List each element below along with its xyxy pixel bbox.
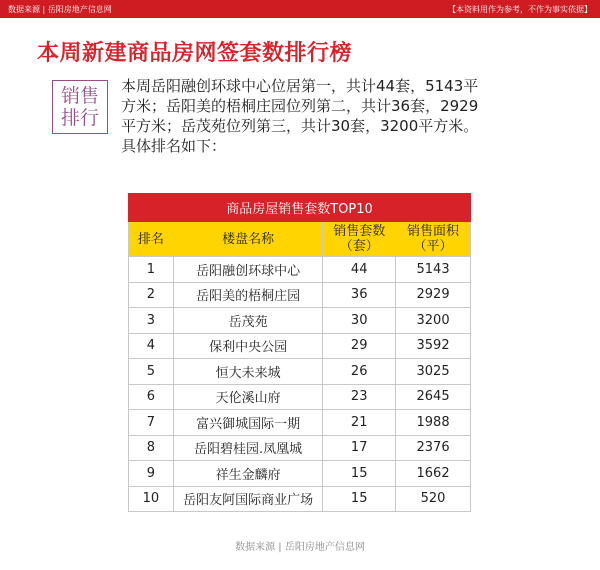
units-cell: 15 [323, 461, 396, 487]
header-rank: 排名 [129, 222, 174, 257]
table-row [129, 333, 471, 359]
rank-cell: 7 [129, 410, 174, 436]
badge-line-2: 排行 [60, 107, 99, 129]
units-cell: 29 [323, 333, 396, 359]
units-cell: 21 [323, 410, 396, 436]
area-cell: 2929 [396, 282, 471, 308]
units-cell: 44 [323, 257, 396, 283]
footer-source: 数据来源 | 岳阳房地产信息网 [235, 542, 365, 553]
project-cell: 天伦溪山府 [173, 384, 322, 410]
units-cell: 23 [323, 384, 396, 410]
summary-text: 本周岳阳融创环球中心位居第一，共计44套，5143平方米；岳阳美的梧桐庄园位列第二，共计36套，2929平方米；岳茂苑位列第三，共计30套，3200平方米。具体排名如下： [121, 77, 479, 155]
project-cell: 祥生金麟府 [173, 461, 322, 487]
rank-cell: 9 [129, 461, 174, 487]
area-cell: 3025 [396, 359, 471, 385]
table-row [129, 257, 471, 283]
rank-cell: 8 [129, 435, 174, 461]
project-cell: 富兴御城国际一期 [173, 410, 322, 436]
project-cell: 保利中央公园 [173, 333, 322, 359]
area-cell: 1662 [396, 461, 471, 487]
table-row [129, 461, 471, 487]
project-cell: 恒大未来城 [173, 359, 322, 385]
rank-cell: 6 [129, 384, 174, 410]
units-cell: 36 [323, 282, 396, 308]
header-project: 楼盘名称 [173, 222, 322, 257]
area-cell: 2645 [396, 384, 471, 410]
table-row [129, 435, 471, 461]
badge-line-1: 销售 [60, 85, 99, 107]
area-cell: 5143 [396, 257, 471, 283]
area-cell: 1988 [396, 410, 471, 436]
area-cell: 3592 [396, 333, 471, 359]
header-area [396, 222, 471, 257]
rank-cell: 10 [129, 486, 174, 512]
rank-cell: 2 [129, 282, 174, 308]
units-cell: 30 [323, 308, 396, 334]
rank-cell: 3 [129, 308, 174, 334]
table-row [129, 486, 471, 512]
disclaimer-note: 【本资料用作为参考，不作为事实依据】 [448, 5, 592, 14]
units-cell: 26 [323, 359, 396, 385]
area-cell: 2376 [396, 435, 471, 461]
rank-cell: 4 [129, 333, 174, 359]
project-cell: 岳阳融创环球中心 [173, 257, 322, 283]
table-body [129, 257, 471, 512]
project-cell: 岳阳美的梧桐庄园 [173, 282, 322, 308]
area-cell: 3200 [396, 308, 471, 334]
header-units [323, 222, 396, 257]
units-cell: 15 [323, 486, 396, 512]
rank-cell: 5 [129, 359, 174, 385]
project-cell: 岳阳友阿国际商业广场 [173, 486, 322, 512]
header-area-text: 销售面积 （平） [407, 224, 460, 254]
rank-cell: 1 [129, 257, 174, 283]
page-title: 本周新建商品房网签套数排行榜 [37, 41, 353, 66]
header-units-text: 销售套数 （套） [333, 224, 386, 254]
project-cell: 岳阳碧桂园.凤凰城 [173, 435, 322, 461]
table-row [129, 384, 471, 410]
table-caption: 商品房屋销售套数TOP10 [129, 194, 471, 222]
table-row [129, 359, 471, 385]
source-note: 数据来源 | 岳阳房地产信息网 [8, 5, 112, 14]
units-cell: 17 [323, 435, 396, 461]
table-row [129, 410, 471, 436]
top-bar [0, 0, 600, 18]
sales-ranking-badge [52, 80, 108, 134]
table-row [129, 282, 471, 308]
area-cell: 520 [396, 486, 471, 512]
project-cell: 岳茂苑 [173, 308, 322, 334]
ranking-table [128, 193, 471, 512]
table-row [129, 308, 471, 334]
